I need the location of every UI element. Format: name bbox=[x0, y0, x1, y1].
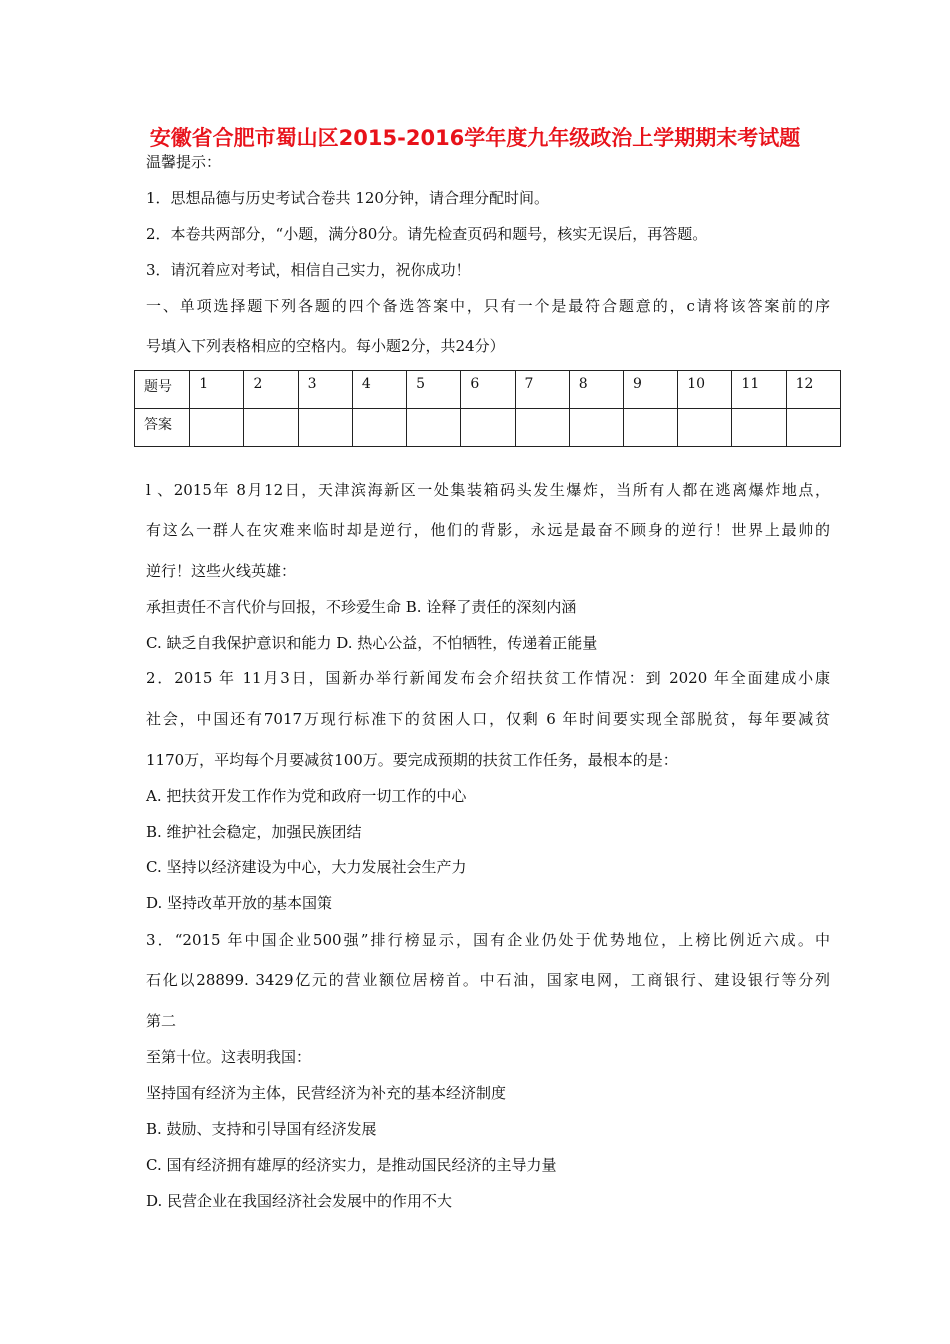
question-3-option: 坚持国有经济为主体，民营经济为补充的基本经济制度 bbox=[146, 1084, 507, 1102]
question-2-stem: 社会，中国还有7017万现行标准下的贫困人口，仅剩 6 年时间要实现全部脱贫，每年要减贫 bbox=[146, 710, 830, 728]
question-2-option: D. 坚持改革开放的基本国策 bbox=[146, 894, 333, 912]
section1-instruction-line1: 一、单项选择题下列各题的四个备选答案中，只有一个是最符合题意的，c请将该答案前的序 bbox=[146, 297, 830, 315]
question-3-stem: 石化以28899. 3429亿元的营业额位居榜首。中石油，国家电网，工商银行、建设银行等分列 bbox=[146, 971, 830, 989]
question-number-cell: 4 bbox=[352, 371, 406, 409]
question-number-cell: 6 bbox=[461, 371, 515, 409]
answer-cell[interactable] bbox=[569, 409, 623, 447]
question-2-option: C. 坚持以经济建设为中心，大力发展社会生产力 bbox=[146, 858, 467, 876]
answer-cell[interactable] bbox=[461, 409, 515, 447]
question-2-stem: 2．2015 年 11月3日，国新办举行新闻发布会介绍扶贫工作情况：到 2020 年全面建成小康 bbox=[146, 669, 830, 687]
question-3-option: B. 鼓励、支持和引导国有经济发展 bbox=[146, 1120, 377, 1138]
question-1-stem: 有这么一群人在灾难来临时却是逆行，他们的背影，永远是最奋不顾身的逆行！世界上最帅的 bbox=[146, 521, 830, 539]
answer-cell[interactable] bbox=[352, 409, 406, 447]
answer-cell[interactable] bbox=[190, 409, 244, 447]
question-2-option: B. 维护社会稳定，加强民族团结 bbox=[146, 823, 362, 841]
tip-item: 1．思想品德与历史考试合卷共 120分钟，请合理分配时间。 bbox=[146, 189, 549, 207]
answer-cell[interactable] bbox=[786, 409, 840, 447]
question-number-cell: 8 bbox=[569, 371, 623, 409]
question-number-cell: 5 bbox=[407, 371, 461, 409]
answer-table bbox=[134, 370, 841, 447]
answer-cell[interactable] bbox=[623, 409, 677, 447]
section1-instruction-line2: 号填入下列表格相应的空格内。每小题2分，共24分） bbox=[146, 337, 505, 355]
question-number-cell: 3 bbox=[298, 371, 352, 409]
question-1-stem: l 、2015年 8月12日，天津滨海新区一处集装箱码头发生爆炸，当所有人都在逃离爆炸地点， bbox=[146, 481, 830, 499]
answer-table-number-row bbox=[135, 371, 841, 409]
table-header-question-number: 题号 bbox=[135, 371, 190, 409]
question-number-cell: 2 bbox=[244, 371, 298, 409]
answer-cell[interactable] bbox=[407, 409, 461, 447]
question-number-cell: 11 bbox=[732, 371, 786, 409]
question-3-stem: 第二 bbox=[146, 1012, 177, 1030]
question-number-cell: 10 bbox=[678, 371, 732, 409]
answer-cell[interactable] bbox=[244, 409, 298, 447]
question-1-option: 承担责任不言代价与回报，不珍爱生命 B. 诠释了责任的深刻内涵 bbox=[146, 598, 577, 616]
answer-cell[interactable] bbox=[678, 409, 732, 447]
tips-heading: 温馨提示： bbox=[146, 153, 222, 171]
question-3-stem: 至第十位。这表明我国： bbox=[146, 1048, 312, 1066]
question-number-cell: 7 bbox=[515, 371, 569, 409]
answer-cell[interactable] bbox=[515, 409, 569, 447]
answer-table-answer-row bbox=[135, 409, 841, 447]
table-header-answer: 答案 bbox=[135, 409, 190, 447]
question-1-stem: 逆行！这些火线英雄： bbox=[146, 562, 297, 580]
answer-cell[interactable] bbox=[732, 409, 786, 447]
answer-cell[interactable] bbox=[298, 409, 352, 447]
tip-item: 2．本卷共两部分，“小题，满分80分。请先检查页码和题号，核实无误后，再答题。 bbox=[146, 225, 708, 243]
question-number-cell: 12 bbox=[786, 371, 840, 409]
question-number-cell: 9 bbox=[623, 371, 677, 409]
question-1-option: C. 缺乏自我保护意识和能力 D. 热心公益，不怕牺牲，传递着正能量 bbox=[146, 634, 598, 652]
question-2-option: A. 把扶贫开发工作作为党和政府一切工作的中心 bbox=[146, 787, 467, 805]
tip-item: 3．请沉着应对考试，相信自己实力，祝你成功！ bbox=[146, 261, 471, 279]
question-2-stem: 1170万，平均每个月要减贫100万。要完成预期的扶贫工作任务，最根本的是： bbox=[146, 751, 678, 769]
question-3-option: D. 民营企业在我国经济社会发展中的作用不大 bbox=[146, 1192, 453, 1210]
question-number-cell: 1 bbox=[190, 371, 244, 409]
exam-title: 安徽省合肥市蜀山区2015-2016学年度九年级政治上学期期末考试题 bbox=[149, 126, 801, 150]
question-3-option: C. 国有经济拥有雄厚的经济实力，是推动国民经济的主导力量 bbox=[146, 1156, 557, 1174]
question-3-stem: 3．“2015 年中国企业500强”排行榜显示，国有企业仍处于优势地位，上榜比例近六成。中 bbox=[146, 931, 830, 949]
